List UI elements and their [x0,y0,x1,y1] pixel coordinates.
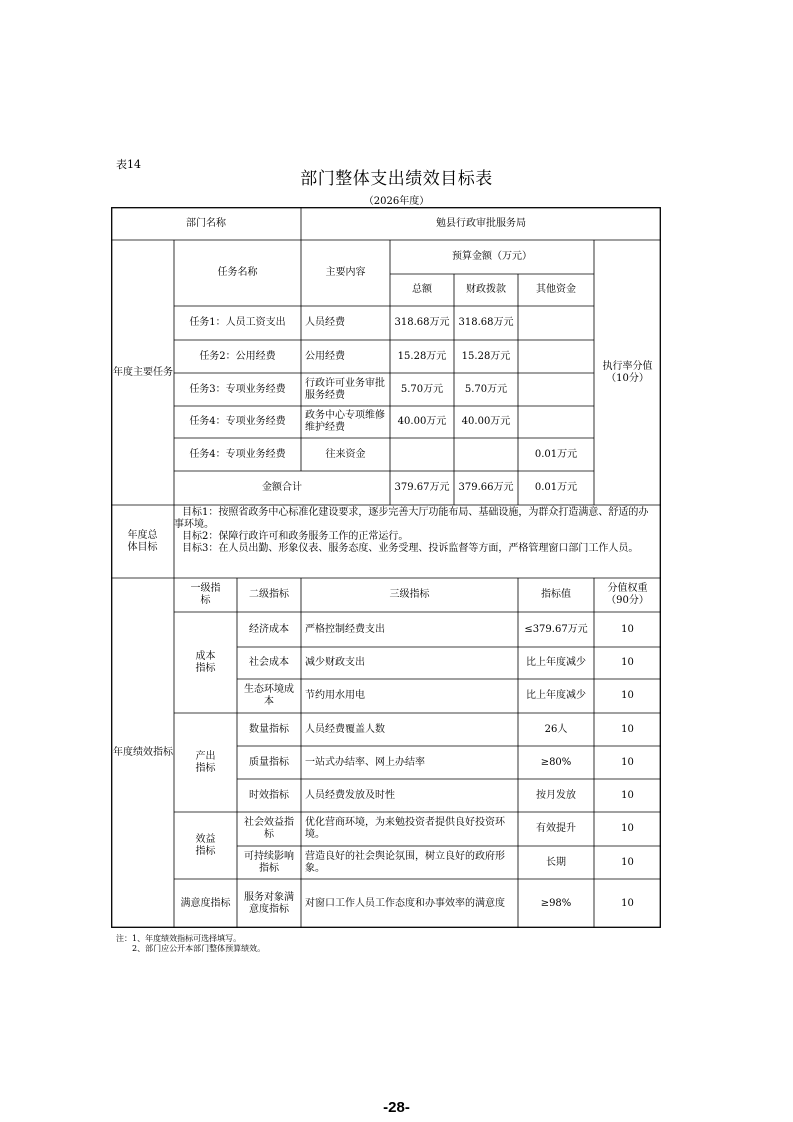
task-total: 318.68万元 [394,317,450,328]
task-fiscal [454,438,518,471]
fiscal-allocation-header: 财政拨款 [466,284,506,295]
sum-other: 0.01万元 [534,482,578,493]
level2-cell: 经济成本 [249,623,289,635]
task-name-header: 任务名称 [217,267,258,278]
satisfaction-group-label: 满意度指标 [180,897,231,909]
indicator-value: ≤379.67万元 [524,623,588,635]
budget-amount-header: 预算金额（万元） [452,251,532,262]
indicator-value: 26人 [544,723,568,735]
task-name: 任务1：人员工资支出 [189,317,286,328]
weight-value: 10 [621,690,634,701]
level2-cell: 可持续影响指标 [244,850,294,874]
task-total: 5.70万元 [400,383,444,395]
task-other [518,340,594,373]
task-total: 40.00万元 [397,416,447,427]
task-name: 任务4：专项业务经费 [189,448,286,460]
fiscal-year: （2026年度） [363,196,430,207]
main-content-header: 主要内容 [325,267,366,278]
footnote-line: 注：1、年度绩效指标可选择填写。 [116,934,242,943]
indicator-value: 按月发放 [536,789,576,801]
page-number: -28- [383,1099,410,1116]
other-funds-header: 其他资金 [536,284,576,295]
level2-cell: 时效指标 [249,789,289,801]
cost-group-label: 成本指标 [195,650,216,674]
weight-value: 10 [621,897,634,909]
level2-cell: 社会效益指标 [244,817,294,840]
indicator-value: ≥80% [540,756,572,768]
footnote-line: 2、部门应公开本部门整体预算绩效。 [132,944,266,953]
task-other [518,406,594,438]
value-header: 指标值 [541,589,571,600]
sum-total: 379.67万元 [394,482,450,493]
level2-cell: 数量指标 [249,723,289,735]
task-other [518,373,594,406]
benefit-group-label: 效益指标 [195,833,216,857]
task-total [390,438,454,471]
total-amount-header: 总额 [412,284,432,295]
task-total: 15.28万元 [397,350,447,362]
level2-cell: 服务对象满意度指标 [244,891,294,915]
goal-line: 目标3：在人员出勤、形象仪表、服务态度、业务受理、投诉监督等方面，严格管理窗口部门工作人员。 [182,543,639,554]
footnotes [116,934,265,954]
task-name: 任务3：专项业务经费 [189,383,286,395]
task-content: 人员经费 [305,317,345,328]
level3-cell: 优化营商环境，为来勉投资者提供良好投资环境。 [305,817,505,840]
indicator-value: 长期 [546,856,566,868]
level2-cell: 社会成本 [249,657,289,668]
level3-cell: 节约用水用电 [305,690,365,701]
indicator-value: ≥98% [540,897,572,909]
weight-value: 10 [621,856,634,868]
level3-cell: 营造良好的社会舆论氛围，树立良好的政府形象。 [305,850,505,874]
task-content: 行政许可业务审批服务经费 [305,377,385,401]
level3-header: 三级指标 [389,589,430,600]
annual-performance-label: 年度绩效指标 [113,747,173,758]
sum-fiscal: 379.66万元 [458,482,514,493]
level3-cell: 一站式办结率、网上办结率 [305,756,425,768]
task-fiscal: 40.00万元 [461,416,511,427]
task-fiscal: 15.28万元 [461,350,511,362]
weight-value: 10 [621,623,634,635]
level1-header: 一级指标 [190,583,221,606]
weight-value: 10 [621,756,634,768]
execution-rate-score: 执行率分值（10分） [602,360,653,384]
annual-goals-label: 年度总体目标 [127,529,158,553]
level2-cell: 质量指标 [249,756,289,768]
annual-goals-text [174,507,658,555]
output-group-label: 产出指标 [195,750,216,774]
annual-tasks-label: 年度主要任务 [113,366,173,378]
sum-label: 金额合计 [262,482,302,493]
task-name: 任务2：公用经费 [199,350,276,362]
weight-header: 分值权重（90分） [606,583,649,606]
task-fiscal: 318.68万元 [458,317,514,328]
level3-cell: 人员经费覆盖人数 [305,723,385,735]
performance-table [111,207,661,928]
level3-cell: 人员经费发放及时性 [305,789,395,801]
dept-name-value: 勉县行政审批服务局 [436,217,526,229]
goal-line: 目标2：保障行政许可和政务服务工作的正常运行。 [182,531,409,542]
goal-line: 目标1：按照省政务中心标准化建设要求，逐步完善大厅功能布局、基础设施，为群众打造满意、舒适的办事环境。 [174,507,649,530]
dept-name-label: 部门名称 [186,217,226,229]
task-content: 公用经费 [305,350,345,362]
task-name: 任务4：专项业务经费 [189,416,286,427]
level3-cell: 减少财政支出 [305,657,365,668]
weight-value: 10 [621,823,634,834]
task-content: 往来资金 [325,448,366,460]
level2-header: 二级指标 [249,589,289,600]
indicator-value: 有效提升 [536,823,576,834]
weight-value: 10 [621,723,634,735]
level2-cell: 生态环境成本 [244,684,294,707]
weight-value: 10 [621,657,634,668]
indicator-value: 比上年度减少 [526,690,586,701]
task-other: 0.01万元 [534,448,578,460]
level3-cell: 严格控制经费支出 [305,623,385,635]
indicator-value: 比上年度减少 [526,657,586,668]
task-content: 政务中心专项维修维护经费 [305,410,385,433]
table-number-label: 表14 [116,158,141,171]
weight-value: 10 [621,789,634,801]
task-fiscal: 5.70万元 [464,383,508,395]
task-other [518,306,594,340]
page-title: 部门整体支出绩效目标表 [300,169,493,189]
level3-cell: 对窗口工作人员工作态度和办事效率的满意度 [305,897,505,909]
